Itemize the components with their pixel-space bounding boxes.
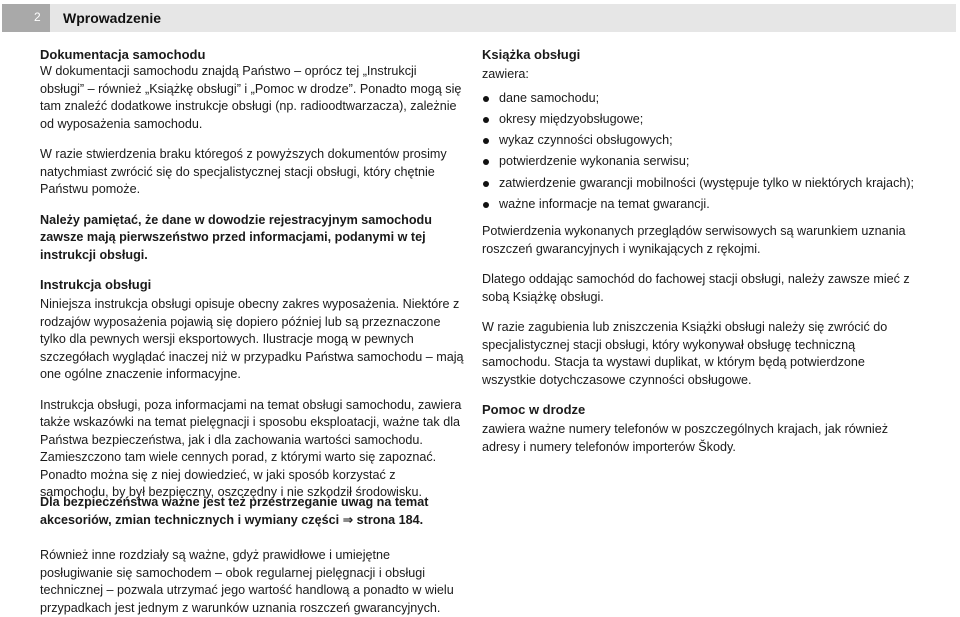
list-item: dane samochodu; xyxy=(482,90,922,108)
doc-paragraph-1: W dokumentacji samochodu znajdą Państwo – oprócz tej „Instrukcji obsługi” – również „Książkę obsługi” i „Pomoc w drodze”. Ponadto mogą się tam znaleźć dodatkowe instrukcje obsługi (np. radioodtwarzacza), zależnie od wyposażenia samochodu. xyxy=(40,64,462,131)
list-item: okresy międzyobsługowe; xyxy=(482,111,922,129)
book-paragraph-2: Dlatego oddając samochód do fachowej stacji obsługi, należy zawsze mieć z sobą Książkę obsługi. xyxy=(482,272,910,304)
doc-paragraph-3: Należy pamiętać, że dane w dowodzie rejestracyjnym samochodu zawsze mają pierwszeństwo przed informacjami, podanymi w tej instrukcji obsługi. xyxy=(40,212,432,262)
manual-heading: Instrukcja obsługi xyxy=(40,277,152,292)
page-number-tab xyxy=(2,4,50,32)
doc-paragraph-2: W razie stwierdzenia braku któregoś z powyższych dokumentów prosimy natychmiast zwrócić się do specjalistycznej stacji obsługi, który chętnie Państwu pomoże. xyxy=(40,147,447,196)
book-paragraph-3: W razie zagubienia lub zniszczenia Książki obsługi należy się zwrócić do specjalistycznej stacji obsługi, który wykonywał obsługę techniczną samochodu. Stacja ta wystawi duplikat, w którym będą potwierdzone wszystkie dotychczasowe czynności obsługowe. xyxy=(482,320,888,387)
bottom-paragraph-1: Dla bezpieczeństwa ważne jest też przestrzeganie uwag na temat akcesoriów, zmian technicznych i wymiany części ⇒ strona 184. xyxy=(40,495,429,527)
doc-heading: Dokumentacja samochodu xyxy=(40,47,206,62)
bottom-paragraph-2: Również inne rozdziały są ważne, gdyż prawidłowe i umiejętne posługiwanie się samochodem – obok regularnej pielęgnacji i obsługi technicznej – pozwala utrzymać jego wartość handlową a ponadto w wielu przypadkach jest jednym z warunków uznania roszczeń gwarancyjnych. xyxy=(40,548,454,615)
help-heading: Pomoc w drodze xyxy=(482,402,586,418)
book-intro: zawiera: xyxy=(482,67,529,81)
chapter-title: Wprowadzenie xyxy=(63,10,162,26)
page-number: 2 xyxy=(34,10,41,24)
book-heading: Książka obsługi xyxy=(482,47,581,62)
page-header xyxy=(0,0,960,32)
help-paragraph: zawiera ważne numery telefonów w poszczególnych krajach, jak również adresy i numery telefonów importerów Škody. xyxy=(482,422,888,454)
book-paragraph-1: Potwierdzenia wykonanych przeglądów serwisowych są warunkiem uznania roszczeń gwarancyjnych i wynikających z rękojmi. xyxy=(482,224,906,256)
left-column xyxy=(40,47,464,502)
bottom-section xyxy=(40,494,464,617)
list-item: potwierdzenie wykonania serwisu; xyxy=(482,153,922,171)
list-item: wykaz czynności obsługowych; xyxy=(482,132,922,150)
manual-paragraph-2: Instrukcja obsługi, poza informacjami na temat obsługi samochodu, zawiera także wskazówki na temat pielęgnacji i sposobu eksploatacji, ważne tak dla Państwa bezpieczeństwa, jak i dla zachowania wartości samochodu. Zamieszczono tam wiele cennych porad, z którymi warto się zapoznać. Ponadto można się z niej dowiedzieć, w jaki sposób korzystać z samochodu, by był bezpieczny, oszczędny i nie szkodził środowisku. xyxy=(40,397,462,499)
list-item: zatwierdzenie gwarancji mobilności (występuje tylko w niektórych krajach); xyxy=(482,175,922,193)
book-contents-list xyxy=(482,90,922,214)
list-item: ważne informacje na temat gwarancji. xyxy=(482,196,922,214)
manual-paragraph-1: Niniejsza instrukcja obsługi opisuje obecny zakres wyposażenia. Niektóre z rodzajów wyposażenia pojawią się dopiero później lub są przeznaczone tylko dla pewnych wersji eksportowych. Ilustracje mogą w pewnych szczegółach wyglądać inaczej niż w przypadku Państwa samochodu – mają one ogólne znaczenie informacyjne. xyxy=(40,297,464,381)
right-column xyxy=(482,47,922,456)
chapter-bar xyxy=(50,4,956,32)
